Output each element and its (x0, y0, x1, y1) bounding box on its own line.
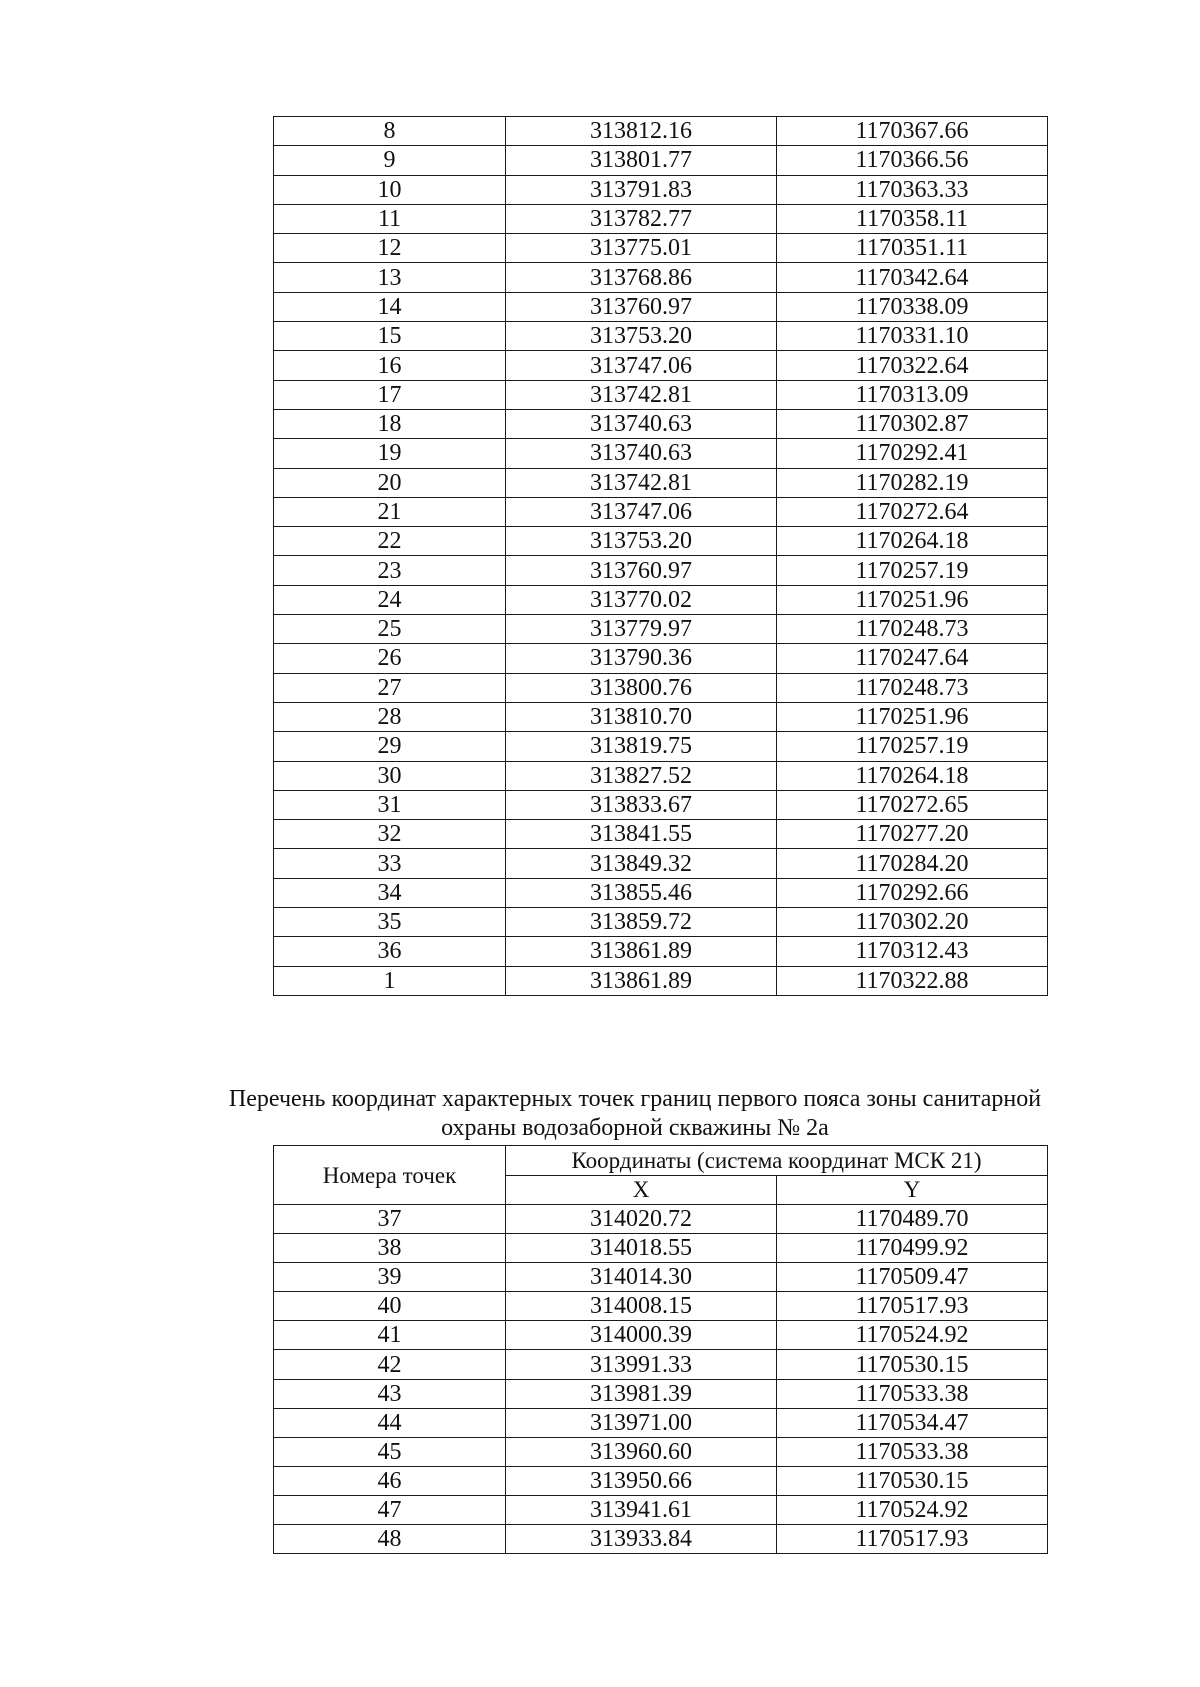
y-coordinate-cell: 1170313.09 (777, 380, 1048, 409)
point-number-cell: 23 (274, 556, 506, 585)
table-row (274, 1525, 1048, 1554)
y-coordinate-cell: 1170489.70 (777, 1205, 1048, 1234)
table-row (274, 175, 1048, 204)
header-point-numbers: Номера точек (274, 1146, 506, 1205)
caption-line-1: Перечень координат характерных точек границ первого пояса зоны санитарной (228, 1086, 1042, 1112)
y-coordinate-cell: 1170342.64 (777, 263, 1048, 292)
x-coordinate-cell: 313753.20 (506, 322, 777, 351)
x-coordinate-cell: 313933.84 (506, 1525, 777, 1554)
y-coordinate-cell: 1170247.64 (777, 644, 1048, 673)
y-coordinate-cell: 1170530.15 (777, 1350, 1048, 1379)
point-number-cell: 14 (274, 292, 506, 321)
point-number-cell: 37 (274, 1205, 506, 1234)
x-coordinate-cell: 313747.06 (506, 497, 777, 526)
table-header (274, 1146, 1048, 1205)
y-coordinate-cell: 1170277.20 (777, 820, 1048, 849)
y-coordinate-cell: 1170272.64 (777, 497, 1048, 526)
table-row (274, 937, 1048, 966)
table-row (274, 673, 1048, 702)
point-number-cell: 1 (274, 966, 506, 995)
x-coordinate-cell: 313827.52 (506, 761, 777, 790)
x-coordinate-cell: 314018.55 (506, 1234, 777, 1263)
x-coordinate-cell: 313782.77 (506, 204, 777, 233)
caption-line-2: охраны водозаборной скважины № 2а (441, 1115, 829, 1141)
y-coordinate-cell: 1170257.19 (777, 732, 1048, 761)
x-coordinate-cell: 314014.30 (506, 1263, 777, 1292)
table-row (274, 761, 1048, 790)
header-coordinates: Координаты (система координат МСК 21) (506, 1146, 1048, 1176)
point-number-cell: 40 (274, 1292, 506, 1321)
table-row (274, 1205, 1048, 1234)
y-coordinate-cell: 1170264.18 (777, 761, 1048, 790)
x-coordinate-cell: 313950.66 (506, 1466, 777, 1495)
point-number-cell: 16 (274, 351, 506, 380)
point-number-cell: 31 (274, 790, 506, 819)
point-number-cell: 26 (274, 644, 506, 673)
y-coordinate-cell: 1170248.73 (777, 673, 1048, 702)
y-coordinate-cell: 1170302.20 (777, 908, 1048, 937)
y-coordinate-cell: 1170533.38 (777, 1437, 1048, 1466)
table-row (274, 1263, 1048, 1292)
x-coordinate-cell: 314000.39 (506, 1321, 777, 1350)
point-number-cell: 25 (274, 615, 506, 644)
x-coordinate-cell: 313841.55 (506, 820, 777, 849)
x-coordinate-cell: 313742.81 (506, 380, 777, 409)
table-row (274, 409, 1048, 438)
x-coordinate-cell: 313770.02 (506, 585, 777, 614)
table-row (274, 556, 1048, 585)
y-coordinate-cell: 1170517.93 (777, 1525, 1048, 1554)
y-coordinate-cell: 1170322.88 (777, 966, 1048, 995)
y-coordinate-cell: 1170363.33 (777, 175, 1048, 204)
table-row (274, 790, 1048, 819)
y-coordinate-cell: 1170338.09 (777, 292, 1048, 321)
table-row (274, 380, 1048, 409)
point-number-cell: 17 (274, 380, 506, 409)
point-number-cell: 21 (274, 497, 506, 526)
table-row (274, 1234, 1048, 1263)
point-number-cell: 22 (274, 527, 506, 556)
y-coordinate-cell: 1170534.47 (777, 1408, 1048, 1437)
table-row (274, 146, 1048, 175)
point-number-cell: 33 (274, 849, 506, 878)
x-coordinate-cell: 313791.83 (506, 175, 777, 204)
table-row (274, 497, 1048, 526)
y-coordinate-cell: 1170499.92 (777, 1234, 1048, 1263)
x-coordinate-cell: 313941.61 (506, 1495, 777, 1524)
point-number-cell: 12 (274, 234, 506, 263)
y-coordinate-cell: 1170366.56 (777, 146, 1048, 175)
table-row (274, 1292, 1048, 1321)
table-row (274, 644, 1048, 673)
y-coordinate-cell: 1170251.96 (777, 702, 1048, 731)
table-row (274, 1379, 1048, 1408)
table-row (274, 117, 1048, 146)
y-coordinate-cell: 1170282.19 (777, 468, 1048, 497)
x-coordinate-cell: 313775.01 (506, 234, 777, 263)
point-number-cell: 47 (274, 1495, 506, 1524)
table-row (274, 1408, 1048, 1437)
y-coordinate-cell: 1170351.11 (777, 234, 1048, 263)
x-coordinate-cell: 313991.33 (506, 1350, 777, 1379)
y-coordinate-cell: 1170331.10 (777, 322, 1048, 351)
table-row (274, 702, 1048, 731)
x-coordinate-cell: 313981.39 (506, 1379, 777, 1408)
x-coordinate-cell: 313790.36 (506, 644, 777, 673)
table-row (274, 263, 1048, 292)
x-coordinate-cell: 313971.00 (506, 1408, 777, 1437)
point-number-cell: 27 (274, 673, 506, 702)
point-number-cell: 10 (274, 175, 506, 204)
point-number-cell: 41 (274, 1321, 506, 1350)
point-number-cell: 35 (274, 908, 506, 937)
coordinates-table-well-2a (273, 1145, 1048, 1554)
point-number-cell: 20 (274, 468, 506, 497)
table-row (274, 615, 1048, 644)
x-coordinate-cell: 313800.76 (506, 673, 777, 702)
table-row (274, 908, 1048, 937)
table-body (274, 117, 1048, 996)
y-coordinate-cell: 1170524.92 (777, 1495, 1048, 1524)
x-coordinate-cell: 313859.72 (506, 908, 777, 937)
point-number-cell: 39 (274, 1263, 506, 1292)
point-number-cell: 8 (274, 117, 506, 146)
point-number-cell: 15 (274, 322, 506, 351)
x-coordinate-cell: 313855.46 (506, 878, 777, 907)
point-number-cell: 24 (274, 585, 506, 614)
table-row (274, 204, 1048, 233)
x-coordinate-cell: 313849.32 (506, 849, 777, 878)
table-row (274, 1495, 1048, 1524)
table-row (274, 1350, 1048, 1379)
table-row (274, 292, 1048, 321)
point-number-cell: 29 (274, 732, 506, 761)
table-row (274, 527, 1048, 556)
x-coordinate-cell: 313768.86 (506, 263, 777, 292)
y-coordinate-cell: 1170524.92 (777, 1321, 1048, 1350)
x-coordinate-cell: 313801.77 (506, 146, 777, 175)
x-coordinate-cell: 313753.20 (506, 527, 777, 556)
table-row (274, 878, 1048, 907)
table-row (274, 1437, 1048, 1466)
x-coordinate-cell: 313740.63 (506, 439, 777, 468)
y-coordinate-cell: 1170517.93 (777, 1292, 1048, 1321)
x-coordinate-cell: 313810.70 (506, 702, 777, 731)
header-x: X (506, 1175, 777, 1205)
y-coordinate-cell: 1170367.66 (777, 117, 1048, 146)
y-coordinate-cell: 1170358.11 (777, 204, 1048, 233)
x-coordinate-cell: 313779.97 (506, 615, 777, 644)
point-number-cell: 44 (274, 1408, 506, 1437)
table-row (274, 732, 1048, 761)
header-y: Y (777, 1175, 1048, 1205)
x-coordinate-cell: 313760.97 (506, 292, 777, 321)
table-row (274, 820, 1048, 849)
x-coordinate-cell: 313833.67 (506, 790, 777, 819)
point-number-cell: 11 (274, 204, 506, 233)
y-coordinate-cell: 1170248.73 (777, 615, 1048, 644)
x-coordinate-cell: 314020.72 (506, 1205, 777, 1234)
table-row (274, 351, 1048, 380)
x-coordinate-cell: 313742.81 (506, 468, 777, 497)
point-number-cell: 32 (274, 820, 506, 849)
table-row (274, 468, 1048, 497)
point-number-cell: 9 (274, 146, 506, 175)
table-row (274, 322, 1048, 351)
point-number-cell: 48 (274, 1525, 506, 1554)
coordinates-table-continued (273, 116, 1048, 996)
y-coordinate-cell: 1170322.64 (777, 351, 1048, 380)
y-coordinate-cell: 1170312.43 (777, 937, 1048, 966)
x-coordinate-cell: 313960.60 (506, 1437, 777, 1466)
y-coordinate-cell: 1170509.47 (777, 1263, 1048, 1292)
y-coordinate-cell: 1170292.41 (777, 439, 1048, 468)
table-body (274, 1205, 1048, 1554)
x-coordinate-cell: 313812.16 (506, 117, 777, 146)
point-number-cell: 42 (274, 1350, 506, 1379)
point-number-cell: 46 (274, 1466, 506, 1495)
y-coordinate-cell: 1170530.15 (777, 1466, 1048, 1495)
point-number-cell: 19 (274, 439, 506, 468)
point-number-cell: 38 (274, 1234, 506, 1263)
x-coordinate-cell: 313740.63 (506, 409, 777, 438)
point-number-cell: 30 (274, 761, 506, 790)
y-coordinate-cell: 1170251.96 (777, 585, 1048, 614)
y-coordinate-cell: 1170272.65 (777, 790, 1048, 819)
table-row (274, 1321, 1048, 1350)
x-coordinate-cell: 314008.15 (506, 1292, 777, 1321)
point-number-cell: 36 (274, 937, 506, 966)
x-coordinate-cell: 313760.97 (506, 556, 777, 585)
table-row (274, 849, 1048, 878)
point-number-cell: 18 (274, 409, 506, 438)
table-row (274, 234, 1048, 263)
table-row (274, 966, 1048, 995)
point-number-cell: 43 (274, 1379, 506, 1408)
y-coordinate-cell: 1170533.38 (777, 1379, 1048, 1408)
table-row (274, 439, 1048, 468)
point-number-cell: 34 (274, 878, 506, 907)
table-row (274, 585, 1048, 614)
point-number-cell: 45 (274, 1437, 506, 1466)
x-coordinate-cell: 313861.89 (506, 966, 777, 995)
x-coordinate-cell: 313861.89 (506, 937, 777, 966)
y-coordinate-cell: 1170257.19 (777, 556, 1048, 585)
y-coordinate-cell: 1170292.66 (777, 878, 1048, 907)
table-caption (150, 1085, 1120, 1143)
y-coordinate-cell: 1170284.20 (777, 849, 1048, 878)
table-row (274, 1466, 1048, 1495)
point-number-cell: 28 (274, 702, 506, 731)
point-number-cell: 13 (274, 263, 506, 292)
y-coordinate-cell: 1170302.87 (777, 409, 1048, 438)
x-coordinate-cell: 313819.75 (506, 732, 777, 761)
x-coordinate-cell: 313747.06 (506, 351, 777, 380)
y-coordinate-cell: 1170264.18 (777, 527, 1048, 556)
